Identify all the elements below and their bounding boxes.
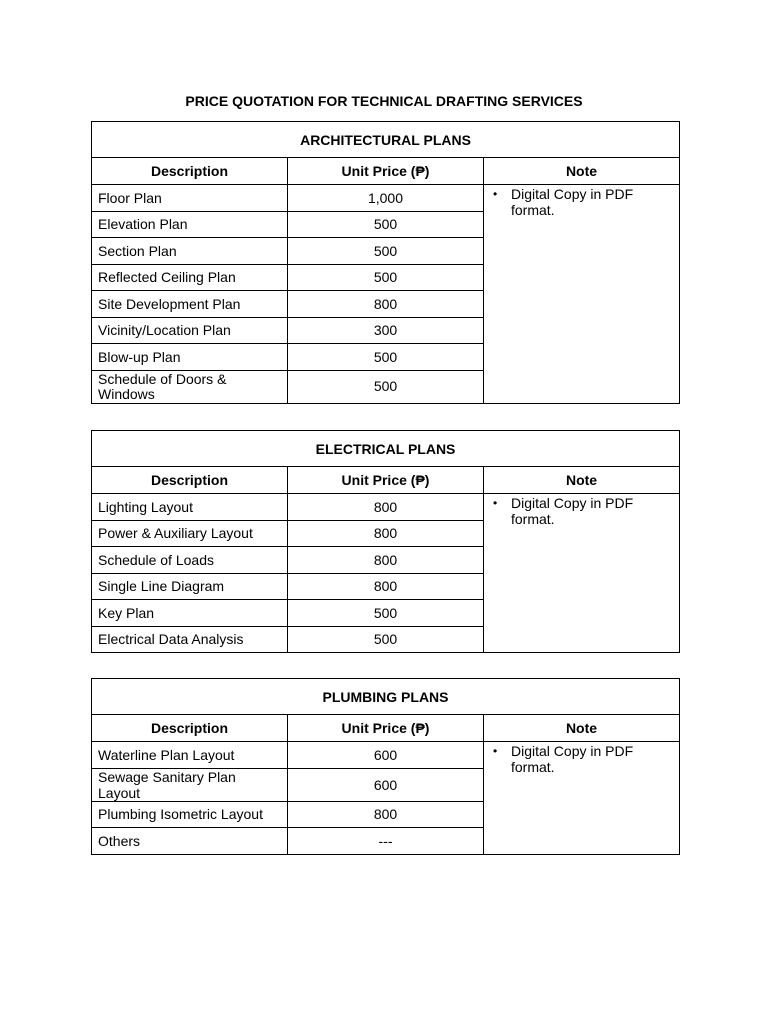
note-header: Note <box>484 158 680 185</box>
row-price: 500 <box>288 238 484 265</box>
unit-price-header: Unit Price (₱) <box>288 158 484 185</box>
row-description: Key Plan <box>92 600 288 627</box>
note-header: Note <box>484 715 680 742</box>
row-description: Schedule of Doors & Windows <box>92 370 288 403</box>
row-price: 500 <box>288 344 484 371</box>
note-cell <box>484 185 680 404</box>
architectural-plans-table <box>91 121 680 404</box>
row-price: 600 <box>288 768 484 801</box>
row-price: 500 <box>288 264 484 291</box>
row-price: 800 <box>288 801 484 828</box>
table-header-row <box>92 158 680 185</box>
row-price: 500 <box>288 626 484 653</box>
row-description: Plumbing Isometric Layout <box>92 801 288 828</box>
row-price: 500 <box>288 600 484 627</box>
row-description: Lighting Layout <box>92 494 288 521</box>
row-price: 500 <box>288 370 484 403</box>
table-header-row <box>92 715 680 742</box>
electrical-plans-table <box>91 430 680 653</box>
row-description: Elevation Plan <box>92 211 288 238</box>
document-title: PRICE QUOTATION FOR TECHNICAL DRAFTING SERVICES <box>185 93 583 109</box>
row-description: Site Development Plan <box>92 291 288 318</box>
table-row <box>92 494 680 521</box>
bullet-icon: • <box>493 744 498 758</box>
description-header: Description <box>92 715 288 742</box>
table-row <box>92 185 680 212</box>
row-description: Schedule of Loads <box>92 547 288 574</box>
row-description: Waterline Plan Layout <box>92 742 288 769</box>
electrical-plans-heading: ELECTRICAL PLANS <box>92 431 680 467</box>
row-price: 500 <box>288 211 484 238</box>
note-header: Note <box>484 467 680 494</box>
row-price: 800 <box>288 291 484 318</box>
row-description: Section Plan <box>92 238 288 265</box>
row-price: 800 <box>288 547 484 574</box>
note-cell <box>484 494 680 653</box>
description-header: Description <box>92 467 288 494</box>
plumbing-plans-heading: PLUMBING PLANS <box>92 679 680 715</box>
row-price: 800 <box>288 520 484 547</box>
row-description: Power & Auxiliary Layout <box>92 520 288 547</box>
bullet-icon: • <box>493 187 498 201</box>
row-price: 600 <box>288 742 484 769</box>
row-price: 800 <box>288 494 484 521</box>
row-description: Sewage Sanitary Plan Layout <box>92 768 288 801</box>
row-description: Electrical Data Analysis <box>92 626 288 653</box>
description-header: Description <box>92 158 288 185</box>
row-description: Single Line Diagram <box>92 573 288 600</box>
table-header-row <box>92 467 680 494</box>
bullet-icon: • <box>493 496 498 510</box>
row-price: 300 <box>288 317 484 344</box>
row-description: Vicinity/Location Plan <box>92 317 288 344</box>
note-cell <box>484 742 680 855</box>
row-description: Floor Plan <box>92 185 288 212</box>
architectural-plans-heading: ARCHITECTURAL PLANS <box>92 122 680 158</box>
note-text: Digital Copy in PDF format. <box>511 495 634 527</box>
unit-price-header: Unit Price (₱) <box>288 715 484 742</box>
row-price: --- <box>288 828 484 855</box>
note-text: Digital Copy in PDF format. <box>511 186 634 218</box>
unit-price-header: Unit Price (₱) <box>288 467 484 494</box>
table-row <box>92 742 680 769</box>
row-description: Others <box>92 828 288 855</box>
plumbing-plans-table <box>91 678 680 855</box>
row-price: 1,000 <box>288 185 484 212</box>
row-price: 800 <box>288 573 484 600</box>
row-description: Reflected Ceiling Plan <box>92 264 288 291</box>
row-description: Blow-up Plan <box>92 344 288 371</box>
note-text: Digital Copy in PDF format. <box>511 743 634 775</box>
